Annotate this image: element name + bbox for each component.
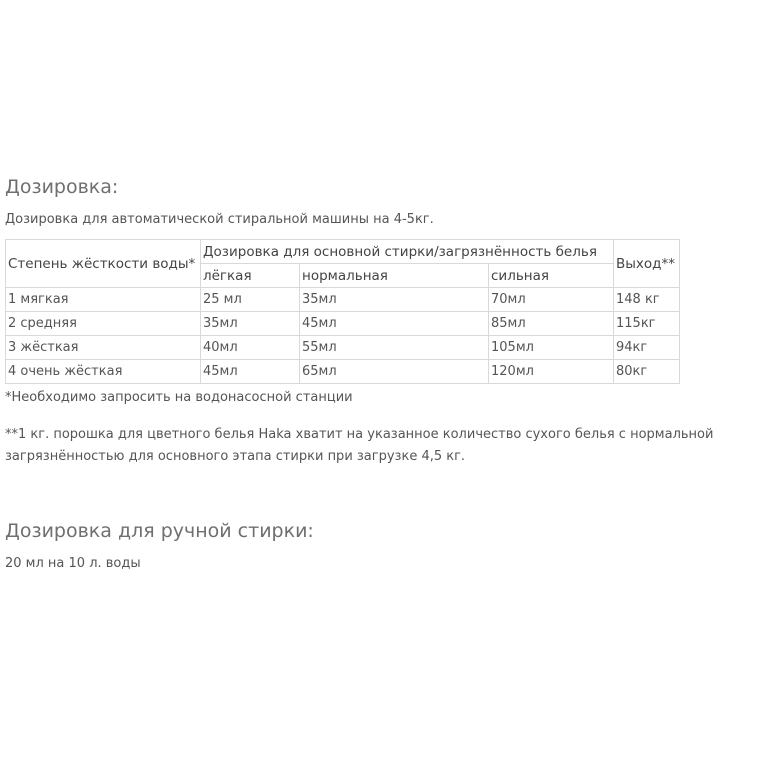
content bbox=[5, 172, 765, 574]
section-title-hand-wash: Дозировка для ручной стирки: bbox=[5, 520, 314, 542]
cell-hardness: 1 мягкая bbox=[6, 288, 201, 312]
table-row bbox=[6, 288, 680, 312]
cell-normal: 55мл bbox=[300, 336, 489, 360]
cell-hardness: 4 очень жёсткая bbox=[6, 360, 201, 384]
cell-light: 45мл bbox=[201, 360, 300, 384]
header-hardness: Степень жёсткости воды* bbox=[6, 240, 201, 288]
cell-output: 94кг bbox=[614, 336, 680, 360]
cell-normal: 65мл bbox=[300, 360, 489, 384]
header-heavy: сильная bbox=[489, 264, 614, 288]
cell-normal: 35мл bbox=[300, 288, 489, 312]
cell-normal: 45мл bbox=[300, 312, 489, 336]
cell-heavy: 120мл bbox=[489, 360, 614, 384]
table-row bbox=[6, 360, 680, 384]
cell-light: 25 мл bbox=[201, 288, 300, 312]
cell-heavy: 85мл bbox=[489, 312, 614, 336]
cell-light: 35мл bbox=[201, 312, 300, 336]
section-title-dosage: Дозировка: bbox=[5, 176, 119, 198]
header-output: Выход** bbox=[614, 240, 680, 288]
footnote-output-line1: **1 кг. порошка для цветного белья Haka хватит на указанное количество сухого белья с нормальной bbox=[5, 427, 714, 442]
cell-output: 148 кг bbox=[614, 288, 680, 312]
cell-hardness: 3 жёсткая bbox=[6, 336, 201, 360]
dosage-intro: Дозировка для автоматической стиральной машины на 4-5кг. bbox=[5, 212, 434, 227]
table-header-row bbox=[6, 240, 680, 264]
header-dosage: Дозировка для основной стирки/загрязнённость белья bbox=[201, 240, 614, 264]
hand-wash-dosage: 20 мл на 10 л. воды bbox=[5, 556, 141, 571]
cell-output: 80кг bbox=[614, 360, 680, 384]
footnote-hardness: *Необходимо запросить на водонасосной станции bbox=[5, 390, 353, 405]
table-row bbox=[6, 312, 680, 336]
cell-heavy: 70мл bbox=[489, 288, 614, 312]
dosage-table bbox=[5, 239, 680, 384]
cell-light: 40мл bbox=[201, 336, 300, 360]
footnote-output bbox=[5, 424, 765, 468]
cell-heavy: 105мл bbox=[489, 336, 614, 360]
header-light: лёгкая bbox=[201, 264, 300, 288]
cell-output: 115кг bbox=[614, 312, 680, 336]
footnote-output-line2: загрязнённостью для основного этапа стирки при загрузке 4,5 кг. bbox=[5, 449, 466, 464]
header-normal: нормальная bbox=[300, 264, 489, 288]
cell-hardness: 2 средняя bbox=[6, 312, 201, 336]
table-row bbox=[6, 336, 680, 360]
